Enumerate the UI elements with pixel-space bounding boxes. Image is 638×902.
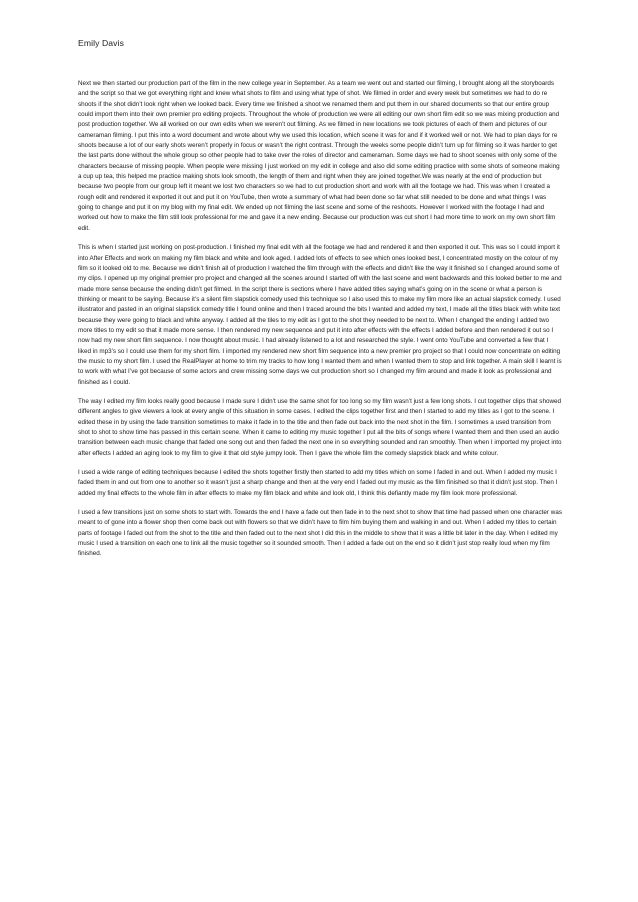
paragraph-post-production: This is when I started just working on post-production. I finished my final edit with all the footage we had and rendered it and then exported it out. This was so I could import it into After Effects and work on making my film black and white and look aged. I added lots of effects to see which ones looked best, I concentrated mostly on the colour of my film so it looked old to me. Because we didn’t finish all of production I watched the film through with the effects and didn’t like the way it finished so I changed around some of my clips. I opened up my original premier pro project and changed all the scenes around I started off with the last scene and went backwards and this looked better to me and made more sense because the ending didn’t get filmed. In the script there is sections where I have added titles saying what’s going on in the scene or what a person is thinking or meant to be saying. Because it’s a silent film slapstick comedy used this technique so I also used this to make my film more like an actual slapstick comedy. I used illustrator and pasted in an original slapstick comedy title I found online and then I traced around the bits I wanted and added my text, I made all the titles black with white text because they were going to black and white anyway. I added all the tiles to my edit as I got to the shot they needed to be next to. When I changed the ending I added two more titles to my edit so that it made more sense. I then rendered my new sequence and put it into after effects with the effects I added before and then rendered it out so I now had my new short film sequence. I now thought about music. I had already listened to a lot and researched the style. I went onto YouTube and converted a few that I liked in mp3’s so I could use them for my short film. I imported my rendered new short film sequence into a new premier pro project so that I could now concentrate on editing the music to my short film. I used the RealPlayer at home to trim my tracks to how long I wanted them and when I wanted them to stop and link together. A main skill I learnt is to work with what I’ve got because of some actors and crew missing some days we cut production short so I changed my film around and made it look as professional and finished as I could. [78,244,562,386]
document-body [78,79,562,569]
paragraph-editing-techniques: I used a wide range of editing techniques because I edited the shots together firstly then started to add my titles which on some I faded in and out. When I added my music I faded them in and out from one to another so it wasn’t just a sharp change and then at the very end I faded out my music as the film finished so that it didn’t just stop. Then I added my final effects to the whole film in after effects to make my film black and white and look old, I think this defiantly made my film look more professional. [78,469,558,497]
paragraph-transitions: I used a few transitions just on some shots to start with. Towards the end I have a fade out then fade in to the next shot to show that time had passed when one character was meant to of gone into a flower shop then come back out with flowers so that we didn’t have to film him buying them and walking in and out. When I added my titles to certain parts of footage I faded out from the shot to the title and then faded out to the next shot I did this in the middle to show that it was a little bit later in the day. When I edited my music I used a transition on each one to link all the music together so it sounded smooth. Then I added a fade out on the end so it didn’t just stop really loud when my film finished. [78,509,562,558]
paragraph-editing-quality: The way I edited my film looks really good because I made sure I didn’t use the same shot for too long so my film wasn’t just a few long shots. I cut together clips that showed different angles to give viewers a look at every angle of this situation in some cases. I edited the clips together first and then I started to add my titles as I got to the scene. I edited these in by using the fade transition sometimes to make it fade in to the title and then fade out back into the next shot in the film. I sometimes a used transition from shot to shot to show time has passed in this certain scene. When it came to editing my music together I put all the bits of songs where I wanted them and then used an audio transition between each music change that faded one song out and then faded the next one in so everything sounded and ran smoothly. Then when I imported my project into after effects I added an aging look to my film to give it that old style jumpy look. Then I gave the whole film the comedy slapstick black and white colour. [78,397,562,457]
paragraph-production: Next we then started our production part of the film in the new college year in September. As a team we went out and started our filming, I brought along all the storyboards and the script so that we got everything right and knew what shots to film and using what type of shot. We filmed in order and every week but sometimes we had to do re shoots if the shot didn’t look right when we looked back. Every time we finished a shoot we renamed them and put them in our shared documents so that our entire group could import them into their own premier pro editing projects. Throughout the whole of production we were all editing our own short film edit so we was mixing production and post production together. We all worked on our own edits when we weren’t out filming. As we filmed in new locations we took pictures of each of them and pictures of our cameraman filming. I put this into a word document and wrote about why we used this location, which scene it was for and if it worked well or not. We had to plan days for re shoots because a lot of our early shots weren’t properly in focus or wasn’t the right contrast. Through the weeks some people didn’t turn up for filming so it was harder to get the last parts done without the whole group so other people had to take over the roles of director and cameraman. Some days we had to shoot scenes with only some of the characters because of missing people. When people were missing I just worked on my edit in college and also did some editing practice with some shots of someone making a cup up tea, this helped me practice making shots look smooth, the length of them and right when they are joined together.We was nearly at the end of production but because two people from our group left it meant we lost two characters so we had to cut production short and work with all the footage we had. This was when I created a rough edit and rendered it exported it out and put it on YouTube, then wrote a summary of what had been done so far what still needed to be done and what things I was going to change and put it on my blog with my final edit. We ended up not filming the last scene and some of the reshoots. However I worked with the footage I had and worked out how to make the film still look professional for me and gave it a new ending. Because our production was cut short I had more time to work on my own short film edit. [78,80,560,232]
author-name: Emily Davis [78,38,124,48]
